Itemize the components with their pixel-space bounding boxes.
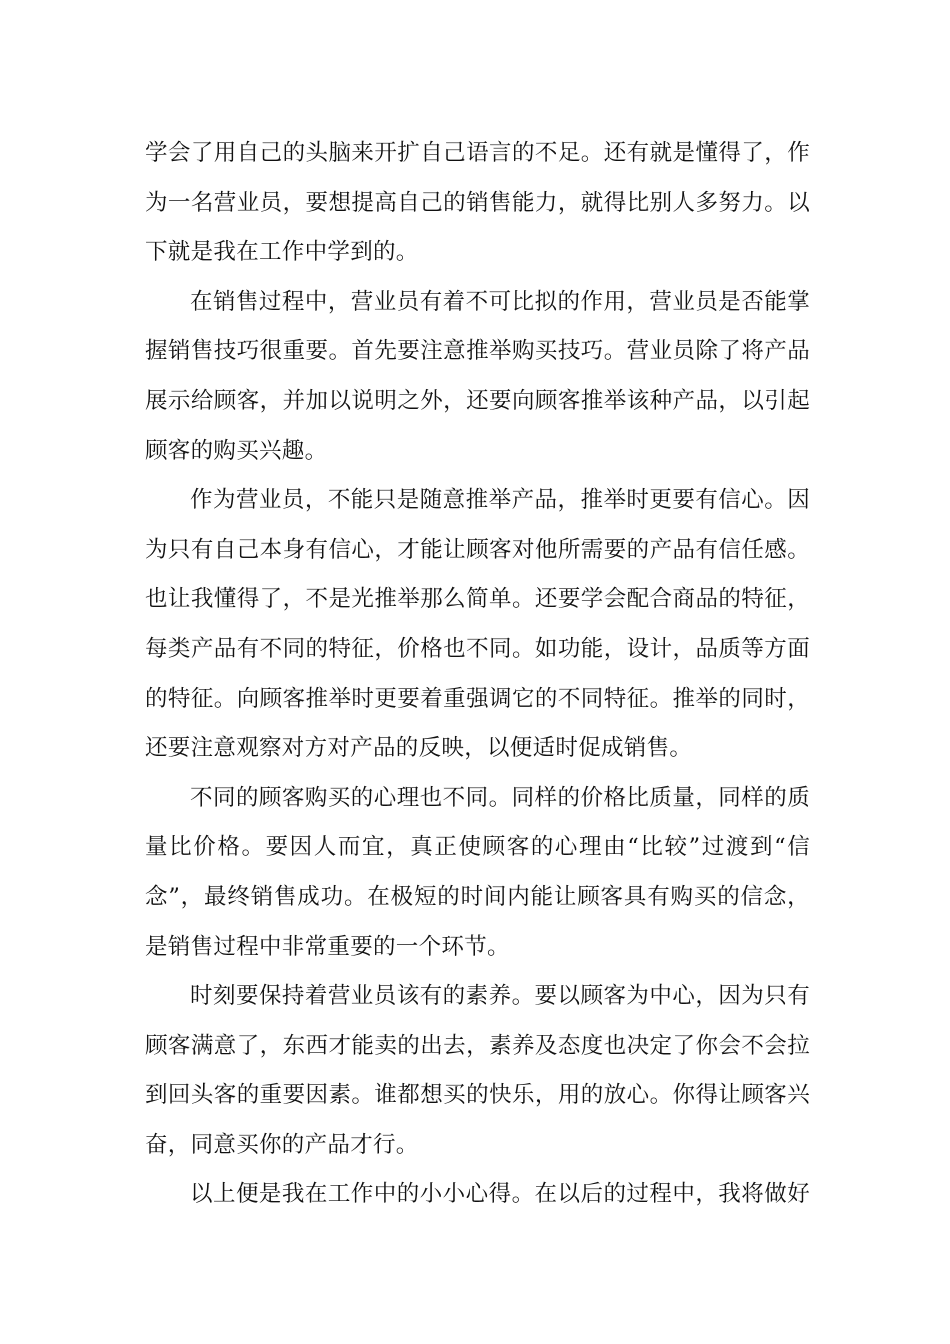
text-line: 为只有自己本身有信心，才能让顾客对他所需要的产品有信任感。 — [145, 536, 810, 563]
text-line: 到回头客的重要因素。谁都想买的快乐，用的放心。你得让顾客兴 — [145, 1082, 810, 1109]
text-line: 顾客的购买兴趣。 — [145, 437, 328, 464]
text-line: 还要注意观察对方对产品的反映，以便适时促成销售。 — [145, 735, 693, 762]
text-line: 的特征。向顾客推举时更要着重强调它的不同特征。推举的同时， — [145, 685, 810, 712]
text-line: 每类产品有不同的特征，价格也不同。如功能，设计，品质等方面 — [145, 635, 810, 662]
text-line: 握销售技巧很重要。首先要注意推举购买技巧。营业员除了将产品 — [145, 338, 810, 365]
document-body — [145, 129, 810, 1220]
text-line: 念”，最终销售成功。在极短的时间内能让顾客具有购买的信念， — [145, 883, 810, 910]
paragraph-first-line: 在销售过程中，营业员有着不可比拟的作用，营业员是否能掌 — [190, 288, 810, 315]
paragraph-first-line: 作为营业员，不能只是随意推举产品，推举时更要有信心。因 — [190, 487, 810, 514]
text-line: 奋，同意买你的产品才行。 — [145, 1131, 419, 1158]
text-line: 顾客满意了，东西才能卖的出去，素养及态度也决定了你会不会拉 — [145, 1032, 810, 1059]
paragraph-first-line: 以上便是我在工作中的小小心得。在以后的过程中，我将做好 — [190, 1181, 810, 1208]
paragraph-first-line: 时刻要保持着营业员该有的素养。要以顾客为中心，因为只有 — [190, 983, 810, 1010]
text-line: 也让我懂得了，不是光推举那么简单。还要学会配合商品的特征， — [145, 586, 810, 613]
text-line: 是销售过程中非常重要的一个环节。 — [145, 933, 510, 960]
text-line: 学会了用自己的头脑来开扩自己语言的不足。还有就是懂得了，作 — [145, 140, 810, 166]
text-line: 展示给顾客，并加以说明之外，还要向顾客推举该种产品，以引起 — [145, 387, 810, 414]
text-line: 为一名营业员，要想提高自己的销售能力，就得比别人多努力。以 — [145, 189, 810, 216]
text-line: 量比价格。要因人而宜，真正使顾客的心理由“比较”过渡到“信 — [145, 834, 810, 861]
text-line: 下就是我在工作中学到的。 — [145, 239, 419, 266]
paragraph-first-line: 不同的顾客购买的心理也不同。同样的价格比质量，同样的质 — [190, 784, 810, 811]
